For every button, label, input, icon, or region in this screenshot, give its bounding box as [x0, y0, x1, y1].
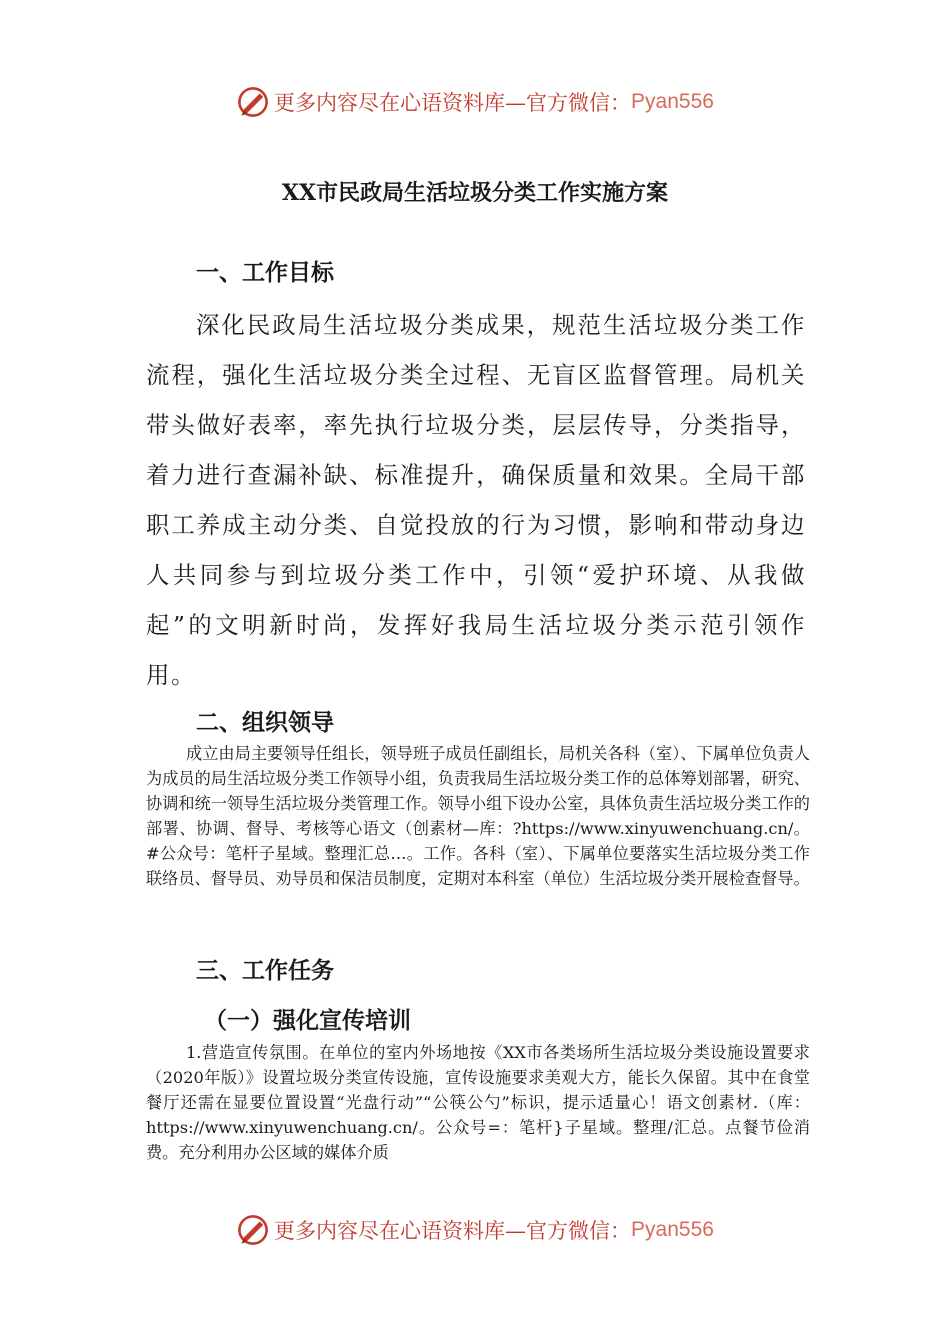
section-heading-goals: 一、工作目标 — [196, 259, 334, 286]
banner-wechat-id: Pyan556 — [631, 90, 714, 113]
banner-wechat-id: Pyan556 — [631, 1218, 714, 1241]
section-heading-tasks: 三、工作任务 — [196, 957, 334, 984]
pen-logo-icon — [236, 85, 270, 119]
pen-logo-icon — [236, 1213, 270, 1247]
banner-text: 更多内容尽在心语资料库—官方微信： — [274, 91, 632, 115]
section-body-goals: 深化民政局生活垃圾分类成果，规范生活垃圾分类工作流程，强化生活垃圾分类全过程、无盲区监督管理。局机关带头做好表率，率先执行垃圾分类，层层传导，分类指导，着力进行查漏补缺、标准提升，确保质量和效果。全局干部职工养成主动分类、自觉投放的行为习惯，影响和带动身边人共同参与到垃圾分类工作中，引领“爱护环境、从我做起”的文明新时尚，发挥好我局生活垃圾分类示范引领作用。 — [146, 311, 806, 689]
subsection-heading-publicity: （一）强化宣传培训 — [204, 1007, 411, 1034]
header-banner — [0, 80, 950, 124]
document-title: XX市民政局生活垃圾分类工作实施方案 — [281, 180, 669, 206]
section-heading-organization: 二、组织领导 — [196, 709, 334, 736]
subsection-body-publicity: 1.营造宣传氛围。在单位的室内外场地按《XX市各类场所生活垃圾分类设施设置要求（2020年版）》设置垃圾分类宣传设施，宣传设施要求美观大方，能长久保留。其中在食堂餐厅还需在显要位置设置“光盘行动”“公筷公勺”标识，提示适量心！语文创素材.（库：https://www.xinyuwenchuang.cn/。公众号=：笔杆}子星域。整理/汇总。点餐节俭消费。充分利用办公区域的媒体介质 — [146, 1043, 810, 1162]
section-body-organization: 成立由局主要领导任组长，领导班子成员任副组长，局机关各科（室）、下属单位负责人为成员的局生活垃圾分类工作领导小组，负责我局生活垃圾分类工作的总体筹划部署，研究、协调和统一领导生活垃圾分类管理工作。领导小组下设办公室，具体负责生活垃圾分类工作的部署、协调、督导、考核等心语文（创素材—库：?https://www.xinyuwenchuang.cn/。#公众号：笔杆子星域。整理汇总…。工作。各科（室）、下属单位要落实生活垃圾分类工作联络员、督导员、劝导员和保洁员制度，定期对本科室（单位）生活垃圾分类开展检查督导。 — [146, 744, 810, 888]
footer-banner — [0, 1208, 950, 1252]
banner-text: 更多内容尽在心语资料库—官方微信： — [274, 1219, 632, 1243]
